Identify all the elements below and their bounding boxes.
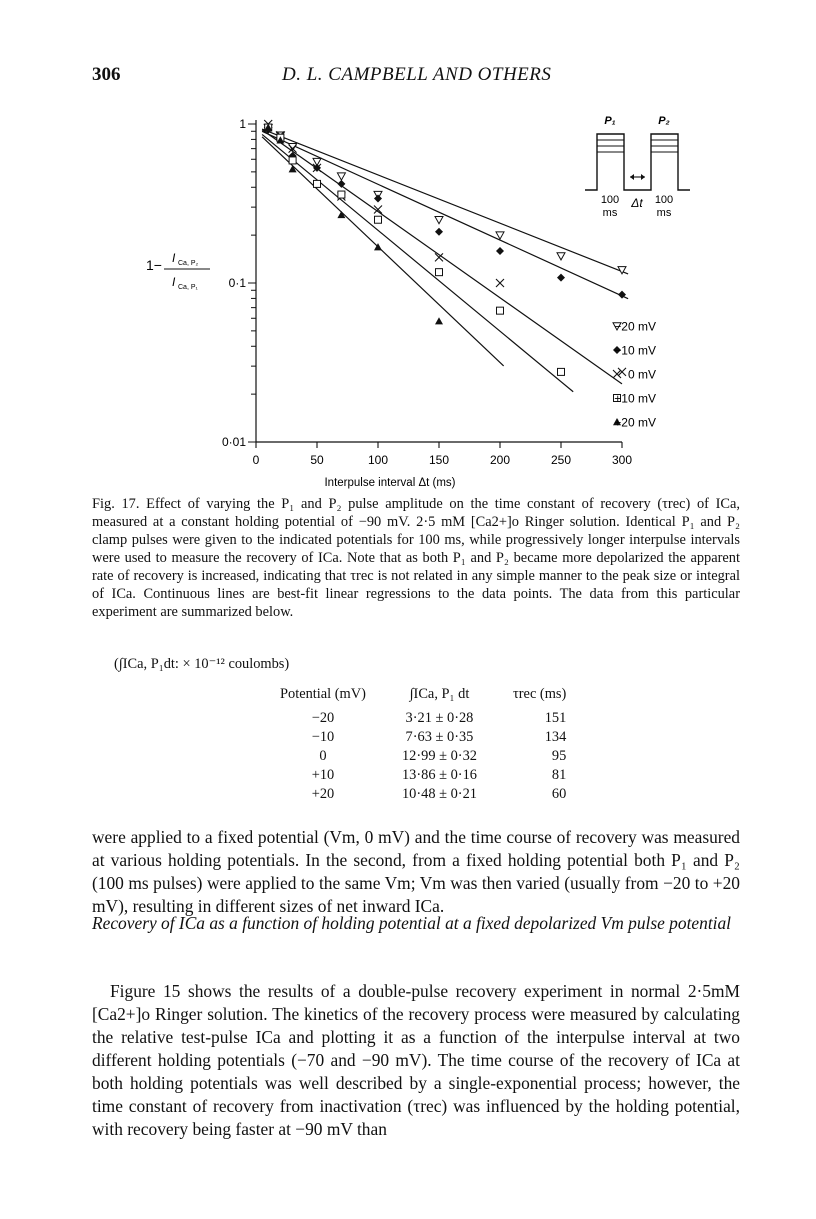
table-cell: 60: [551, 786, 567, 802]
data-point: [557, 253, 565, 260]
inset-left-unit: ms: [602, 207, 618, 219]
table-cell: 12·99 ± 0·32: [401, 748, 477, 764]
table-cell: 13·86 ± 0·16: [401, 767, 477, 783]
data-point: [314, 180, 321, 187]
table-cell: −20: [311, 710, 335, 726]
inset-pulse-trace: [585, 134, 690, 190]
inset-p1-label: P₁: [604, 115, 616, 127]
data-point: [435, 317, 443, 324]
inset-right-unit: ms: [656, 207, 672, 219]
data-point: [435, 228, 443, 236]
y-label-num-sub: Ca, P₂: [178, 260, 199, 267]
y-tick-label: 0·01: [221, 435, 246, 449]
table-header-cell: Potential (mV): [280, 686, 366, 702]
table-row: [262, 766, 584, 785]
running-head: D. L. CAMPBELL AND OTHERS: [282, 64, 552, 85]
table-row: [262, 785, 584, 804]
table-cell: +20: [311, 786, 335, 802]
legend-label: 0 mV: [627, 367, 656, 382]
inset-gap-label: Δt: [631, 196, 643, 210]
data-point: [337, 180, 345, 188]
table-cell: 3·21 ± 0·28: [405, 710, 474, 726]
table-cell: 95: [551, 748, 567, 764]
data-point: [557, 274, 565, 282]
data-point: [375, 216, 382, 223]
y-label-den-sub: Ca, P₁: [178, 284, 198, 291]
table-cell: 151: [544, 710, 567, 726]
table-header-row: [262, 684, 584, 709]
table-row: [262, 747, 584, 766]
caption-lead: Fig. 17.: [92, 496, 140, 512]
data-point: [289, 157, 296, 164]
x-tick-label: 50: [310, 453, 324, 467]
data-point: [435, 217, 443, 224]
data-point: [496, 232, 504, 239]
legend-label: +20 mV: [614, 415, 656, 430]
data-point: [496, 247, 504, 255]
x-tick-label: 200: [489, 453, 511, 467]
table-cell: 7·63 ± 0·35: [405, 729, 474, 745]
data-point: [497, 307, 504, 314]
table-cell: 10·48 ± 0·21: [401, 786, 477, 802]
table-cell: −10: [311, 729, 335, 745]
y-label-prefix: 1−: [146, 257, 162, 273]
inset-left-duration: 100: [600, 194, 620, 206]
section-heading: Recovery of ICa as a function of holding potential at a fixed depolarized Vm pulse potential: [92, 913, 732, 933]
table-header-cell: ∫ICa, P₁ dt: [409, 686, 470, 702]
units-note: (∫ICa, P₁dt: × 10⁻¹² coulombs): [114, 656, 290, 672]
table-header-cell: τrec (ms): [512, 686, 567, 702]
table-cell: 0: [319, 748, 327, 764]
x-tick-label: 100: [367, 453, 389, 467]
x-tick-label: 300: [611, 453, 633, 467]
inset-p2-label: P₂: [658, 115, 670, 127]
y-tick-label: 1: [239, 117, 246, 131]
x-tick-label: 0: [252, 453, 260, 467]
data-point: [337, 173, 345, 180]
y-axis-label: [146, 251, 210, 291]
table-row: [262, 709, 584, 728]
y-label-num: I: [172, 251, 176, 265]
fit-line: [262, 134, 573, 391]
data-point: [436, 269, 443, 276]
figure-17-chart: [130, 112, 674, 490]
fit-line: [262, 137, 504, 366]
x-tick-label: 150: [428, 453, 450, 467]
inset-right-duration: 100: [654, 194, 674, 206]
summary-table: [262, 684, 584, 804]
table-row: [262, 728, 584, 747]
legend-label: +10 mV: [614, 391, 656, 406]
table-cell: 134: [544, 729, 567, 745]
data-point: [496, 279, 504, 287]
fit-line: [262, 131, 628, 298]
body-paragraph: were applied to a fixed potential (Vm, 0 mV) and the time course of recovery was measured at various holding potentials. In the second, from a fixed holding potential both P₁ and P₂ (100 ms pulses) were applied to the same Vm; Vm was then varied (usually from −20 to +20 mV), resulting in different sizes of net inward ICa.: [92, 827, 740, 916]
caption-text: Effect of varying the P₁ and P₂ pulse amplitude on the time constant of recovery (τrec) of ICa, measured at a constant holding potential of −90 mV. 2·5 mM [Ca2+]o Ringer solution. Identical P₁ and P₂ clamp pulses were given to the indicated potentials for 100 ms, while progressively longer interpulse intervals were used to measure the recovery of ICa. Note that as both P₁ and P₂ became more depolarized the apparent rate of recovery is increased, indicating that τrec is not related in any simple manner to the peak size or integral of ICa. Continuous lines are best-fit linear regressions to the data points. The data from this particular experiment are summarized below.: [92, 496, 740, 620]
data-point: [558, 368, 565, 375]
data-points: [264, 120, 626, 376]
data-point: [338, 191, 345, 198]
legend-label: −20 mV: [614, 319, 656, 334]
page-number: 306: [92, 64, 121, 85]
x-axis-label: Interpulse interval Δt (ms): [324, 477, 456, 489]
fit-line: [262, 129, 628, 274]
table-cell: +10: [311, 767, 335, 783]
data-point: [374, 194, 382, 202]
y-label-den: I: [172, 275, 176, 289]
table-cell: 81: [551, 767, 567, 783]
x-tick-label: 250: [550, 453, 572, 467]
chart-axes: [222, 117, 632, 467]
page-header: [92, 64, 742, 88]
y-tick-label: 0·1: [228, 276, 246, 290]
body-paragraph: Figure 15 shows the results of a double-pulse recovery experiment in normal 2·5mM [Ca2+]o Ringer solution. The kinetics of the recovery process were measured by calculating the relative test-pulse ICa and plotting it as a function of the interpulse interval at two different holding potentials (−70 and −90 mV). The time course of the recovery of ICa at both holding potentials was well described by a single-exponential process; however, the time constant of recovery from inactivation (τrec) was influenced by the holding potential, with recovery being faster at −90 mV than: [92, 981, 740, 1139]
figure-caption: [92, 495, 740, 621]
legend-label: −10 mV: [614, 343, 656, 358]
pulse-protocol-inset: [585, 115, 690, 219]
